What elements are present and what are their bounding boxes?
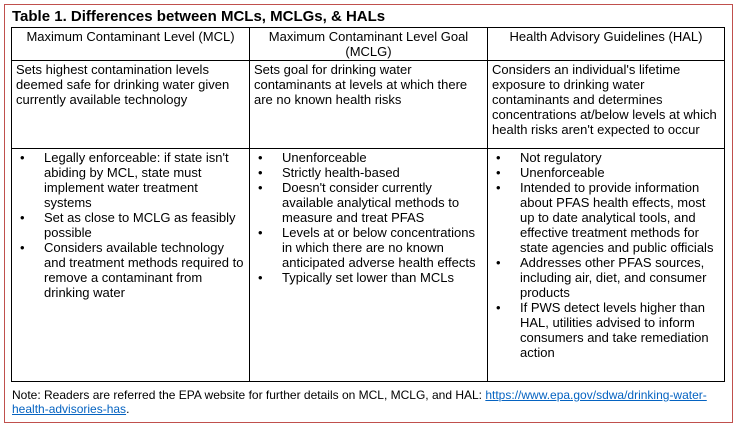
header-hal: Health Advisory Guidelines (HAL) bbox=[488, 28, 725, 61]
list-item: • Not regulatory bbox=[512, 150, 720, 165]
table-title: Table 1. Differences between MCLs, MCLGs, & HALs bbox=[12, 8, 386, 25]
list-item: • Addresses other PFAS sources, including air, diet, and consumer products bbox=[512, 255, 720, 300]
list-item: • Doesn't consider currently available analytical methods to measure and treat PFAS bbox=[274, 180, 483, 225]
list-item: • Unenforceable bbox=[274, 150, 483, 165]
footnote-text: Note: Readers are referred the EPA website for further details on MCL, MCLG, and HAL: bbox=[12, 388, 486, 402]
bullets-hal-cell bbox=[488, 149, 725, 382]
footnote-suffix: . bbox=[126, 402, 130, 416]
list-item: • Typically set lower than MCLs bbox=[274, 270, 483, 285]
summary-mclg: Sets goal for drinking water contaminants at levels at which there are no known health risks bbox=[250, 61, 488, 149]
list-item: • Levels at or below concentrations in which there are no known anticipated adverse health effects bbox=[274, 225, 483, 270]
list-item: • Unenforceable bbox=[512, 165, 720, 180]
list-item: • Intended to provide information about PFAS health effects, most up to date analytical tools, and effective treatment methods for state agencies and public officials bbox=[512, 180, 720, 255]
list-item: • Set as close to MCLG as feasibly possible bbox=[36, 210, 245, 240]
footnote bbox=[12, 388, 724, 416]
mclg-bullet-list bbox=[254, 150, 483, 285]
bullets-mcl-cell bbox=[12, 149, 250, 382]
hal-bullet-list bbox=[492, 150, 720, 360]
list-item: • Considers available technology and treatment methods required to remove a contaminant from drinking water bbox=[36, 240, 245, 300]
list-item: • If PWS detect levels higher than HAL, utilities advised to inform consumers and take remediation action bbox=[512, 300, 720, 360]
header-row bbox=[12, 28, 725, 61]
epa-link[interactable]: https://www.epa.gov/sdwa/drinking-water-health-advisories-has bbox=[12, 388, 707, 416]
bullets-mclg-cell bbox=[250, 149, 488, 382]
mcl-bullet-list bbox=[16, 150, 245, 300]
summary-hal: Considers an individual's lifetime exposure to drinking water contaminants and determines concentrations at/below levels at which health risks aren't expected to occur bbox=[488, 61, 725, 149]
header-mcl: Maximum Contaminant Level (MCL) bbox=[12, 28, 250, 61]
comparison-table bbox=[11, 27, 725, 382]
summary-mcl: Sets highest contamination levels deemed safe for drinking water given currently available technology bbox=[12, 61, 250, 149]
summary-row bbox=[12, 61, 725, 149]
list-item: • Strictly health-based bbox=[274, 165, 483, 180]
bullets-row bbox=[12, 149, 725, 382]
list-item: • Legally enforceable: if state isn't abiding by MCL, state must implement water treatment systems bbox=[36, 150, 245, 210]
header-mclg: Maximum Contaminant Level Goal (MCLG) bbox=[250, 28, 488, 61]
